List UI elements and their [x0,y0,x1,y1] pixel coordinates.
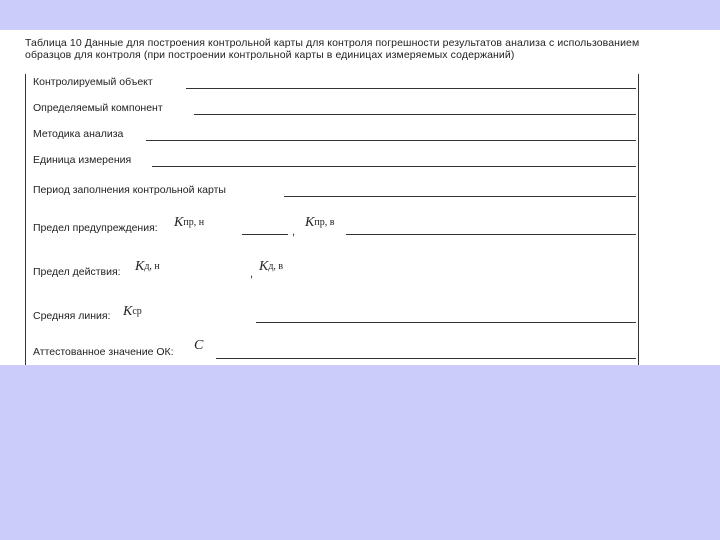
row-period [26,178,638,198]
table-caption [25,37,715,61]
symbol-action-lower: $K_{д, н}$ [135,259,160,274]
label-action: Предел действия: [33,266,121,278]
row-component [26,100,638,120]
row-object [26,74,638,94]
blank-component [194,114,636,115]
symbol-certified: C [194,338,204,353]
document-sheet [0,30,720,365]
comma-warning: , [292,226,296,238]
label-warning: Предел предупреждения: [33,222,158,234]
label-component: Определяемый компонент [33,102,163,114]
blank-object [186,88,636,89]
caption-line-1: Таблица 10 Данные для построения контрольной карты для контроля погрешности результатов анализа с использованием [25,37,640,49]
label-mean: Средняя линия: [33,310,111,322]
form-frame [25,74,639,365]
label-unit: Единица измерения [33,154,132,166]
blank-method [146,140,636,141]
blank-warning-upper [346,234,636,235]
caption-line-2: образцов для контроля (при построении контрольной карты в единицах измеряемых содержаний) [25,49,515,61]
symbol-action-upper: $K_{д, в}$ [259,259,284,274]
blank-warning-lower [242,234,288,235]
comma-action: , [250,268,254,280]
blank-period [284,196,636,197]
blank-certified [216,358,636,359]
symbol-warning-lower: $K_{пр, н}$ [174,215,205,230]
symbol-mean: $K_{ср}$ [123,304,142,319]
label-object: Контролируемый объект [33,76,153,88]
label-certified: Аттестованное значение ОК: [33,346,174,358]
row-method [26,126,638,146]
row-certified-value [26,330,638,360]
blank-mean [256,322,636,323]
row-warning-limit [26,214,638,240]
label-period: Период заполнения контрольной карты [33,184,226,196]
symbol-warning-upper: $K_{пр, в}$ [305,215,335,230]
blank-unit [152,166,636,167]
row-mean-line [26,294,638,324]
row-unit [26,152,638,172]
row-action-limit [26,258,638,284]
label-method: Методика анализа [33,128,124,140]
